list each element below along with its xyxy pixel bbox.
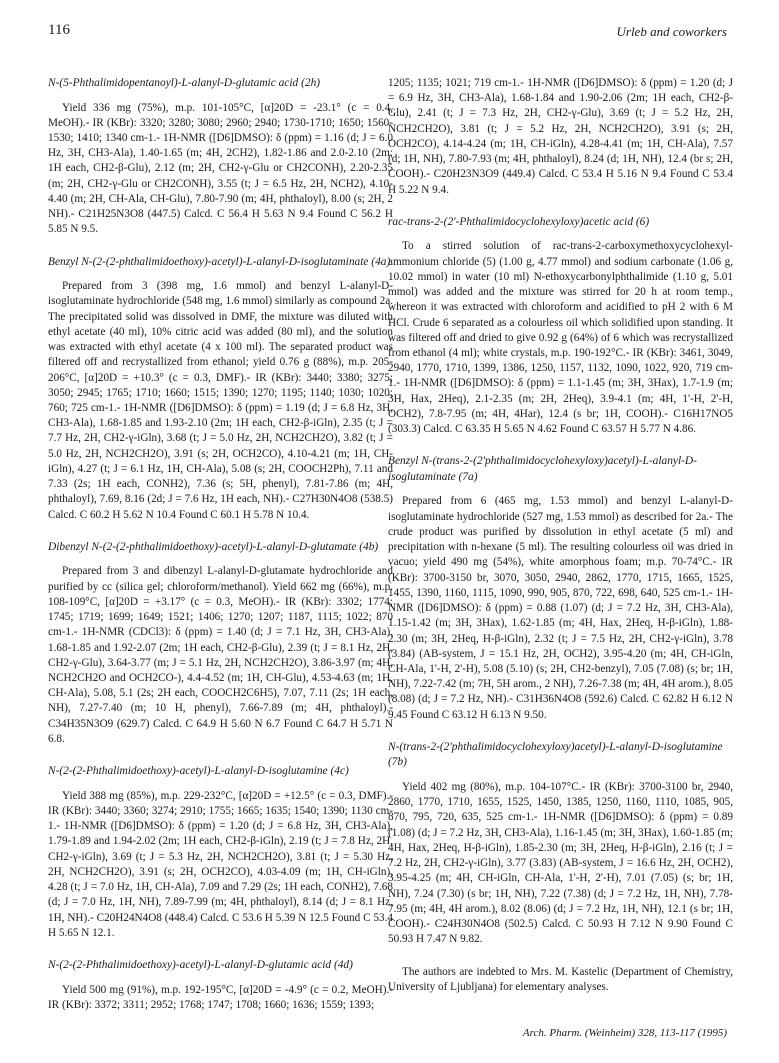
- compound-body: Prepared from 6 (465 mg, 1.53 mmol) and benzyl L-alanyl-D-isoglutaminate hydrochloride (527 mg, 1.53 mmol) as described for 2a.- The crude product was purified by dissolution in ethyl acetate (5 ml) and precipitation with n-hexane (5 ml). The resulting colourless oil was dried in vacuo; yield 490 mg (54%), white amorphous foam; m.p. 70-74°C.- IR (KBr): 3700-3150 br, 3070, 3050, 2940, 2862, 1770, 1715, 1665, 1525, 1455, 1390, 1160, 1115, 1090, 990, 905, 870, 722, 698, 640, 525 cm-1.- 1H-NMR ([D6]DMSO): δ (ppm) = 0.88 (1.07) (d; J = 7.2 Hz, 3H, CH3-Ala), 1.15-1.42 (m; 3H, 3Hax), 1.62-1.85 (m; 4H, Hax, 2Heq, H-β-iGln), 1.88-2.30 (m; 3H, 2Heq, H-β-iGln), 2.32 (t; J = 7.5 Hz, 2H, CH2-γ-iGln), 3.78 (3.84) (AB-system, J = 15.1 Hz, 2H, OCH2), 3.95-4.20 (m; 4H, CH-iGln, CH-Ala, 1'-H, 2'-H), 5.08 (5.10) (s; 2H, CH2-benzyl), 7.05 (7.08) (s; br; 1H, NH), 7.22-7.42 (m; 7H, 5H arom., 2 NH), 7.26-7.38 (m; 4H, 4H arom.), 8.05 (8.08) (d; J = 7.2 Hz, NH).- C31H36N4O8 (592.6) Calcd. C 62.82 H 6.12 N 9.45 Found C 63.12 H 6.13 N 9.50.: [388, 495, 733, 721]
- compound-body: Yield 388 mg (85%), m.p. 229-232°C, [α]20D = +12.5° (c = 0.3, DMF).- IR (KBr): 3440; 3360; 3274; 2910; 1755; 1665; 1635; 1540; 1390; 1130 cm-1.- 1H-NMR ([D6]DMSO): δ (ppm) = 1.20 (d; J = 6.8 Hz, 3H, CH3-Ala), 1.79-1.89 and 1.94-2.02 (2m; 1H each, CH2-β-iGln), 2.19 (t; J = 7.8 Hz, 2H, CH2-γ-iGln), 3.69 (t; J = 5.3 Hz, 2H, NCH2CH2O), 3.81 (t; J = 5.30 Hz, 2H, NCH2CH2O), 3.91 (s; 2H, OCH2CO), 4.03-4.09 (m; 1H, CH-iGln), 4.28 (t; J = 7.0 Hz, 1H, CH-Ala), 7.09 and 7.29 (2s; 1H each, CONH2), 7.68 (d; J = 7.0 Hz, 1H, NH), 7.89-7.99 (m; 4H, phthaloyl), 8.14 (d; J = 8.1 Hz, 1H, NH).- C20H24N4O8 (448.4) Calcd. C 53.6 H 5.39 N 12.5 Found C 53.4 H 5.65 N 12.1.: [48, 789, 393, 939]
- compound-entry-4b: [48, 540, 393, 747]
- compound-entry-2h: [48, 76, 393, 238]
- compound-entry-4d: [48, 958, 393, 1013]
- compound-body: Yield 336 mg (75%), m.p. 101-105°C, [α]20D = -23.1° (c = 0.4, MeOH).- IR (KBr): 3320; 3280; 3080; 2960; 2940; 1730-1710; 1650; 1560-1530; 1410; 1340 cm-1.- 1H-NMR ([D6]DMSO): δ (ppm) = 1.16 (d; J = 6.0 Hz, 3H, CH3-Ala), 1.40-1.65 (m; 4H, 2CH2), 1.82-1.86 and 2.0-2.10 (2m; 1H each, CH2-β-Glu), 2.12 (m; 2H, CH2-γ-Glu or CH2CONH), 2.20-2.35 (m; 2H, CH2-γ-Glu or CH2CONH), 3.55 (t; J = 6.5 Hz, 2H, NCH2), 4.10-4.40 (m; 2H, CH-Ala, CH-Glu), 7.80-7.90 (m; 4H, phthaloyl), 8.00 (s; 2H, 2 NH).- C21H25N3O8 (447.5) Calcd. C 56.4 H 5.63 N 9.4 Found C 56.2 H 5.85 N 9.5.: [48, 101, 393, 236]
- compound-body: Prepared from 3 and dibenzyl L-alanyl-D-glutamate hydrochloride and purified by cc (silica gel; chloroform/methanol). Yield 662 mg (66%), m.p. 108-109°C, [α]20D = +3.17° (c = 0.3, MeOH).- IR (KBr): 3302; 1774; 1745; 1719; 1699; 1649; 1521; 1406; 1270; 1207; 1187, 1115; 1022; 870 cm-1.- 1H-NMR (CDCl3): δ (ppm) = 1.40 (d; J = 7.1 Hz, 3H, CH3-Ala), 1.68-1.85 and 1.92-2.07 (2m; 1H each, CH2-β-Glu), 2.39 (t; J = 8.1 Hz, 2H, CH2-γ-Glu), 3.64-3.77 (m; J = 5.1 Hz, 2H, NCH2CH2O), 3.86-3.97 (m; 4H, NCH2CH2O and OCH2CO-), 4.4-4.52 (m; 1H, CH-Glu), 4.53-4.63 (m; 1H, CH-Ala), 5.08, 5.1 (2s; 2H each, COOCH2C6H5), 7.07, 7.11 (2s; 1H each, NH), 7.27-7.40 (m; 10 H, phenyl), 7.66-7.89 (m; 4H, phthaloyl).- C34H35N3O9 (629.7) Calcd. C 64.9 H 5.60 N 6.7 Found C 64.7 H 5.71 N 6.8.: [48, 565, 393, 745]
- compound-entry-4d-continued: [388, 76, 733, 198]
- compound-body: To a stirred solution of rac-trans-2-carboxymethoxycyclohexyl-ammonium chloride (5) (1.00 g, 4.77 mmol) and sodium carbonate (1.06 g, 10.02 mmol) in water (10 ml) N-ethoxycarbonylphthalimide (1.10 g, 5.01 mmol) was added and the mixture was stirred for 20 h at room temp., whereon it was extracted with chloroform and acidified to pH 2 with 6 M HCl. Crude 6 separated as a colourless oil which solidified upon standing. It was filtered off and dried to give 0.92 g (64%) of 6 which was recrystallized from ethanol (4 ml); white crystals, m.p. 190-192°C.- IR (KBr): 3461, 3049, 2940, 1770, 1710, 1399, 1386, 1250, 1157, 1132, 1090, 1022, 920, 719 cm-1.- 1H-NMR ([D6]DMSO): δ (ppm) = 1.1-1.45 (m; 3H, 3Hax), 1.7-1.9 (m; 3H, Hax, 2Heq), 2.1-2.35 (m; 2H, 2Heq), 3.9-4.1 (m; 4H, 1'-H, 2'-H, OCH2), 7.8-7.95 (m; 4H, 4Har), 12.4 (s br; 1H, COOH).- C16H17NO5 (303.3) Calcd. C 63.35 H 5.65 N 4.62 Found C 63.57 H 5.77 N 4.86.: [388, 240, 733, 436]
- compound-title: Benzyl N-(2-(2-phthalimidoethoxy)-acetyl)-L-alanyl-D-isoglutaminate (4a): [48, 255, 391, 268]
- compound-title: Dibenzyl N-(2-(2-phthalimidoethoxy)-acetyl)-L-alanyl-D-glutamate (4b): [48, 540, 379, 553]
- compound-title: N-(2-(2-Phthalimidoethoxy)-acetyl)-L-alanyl-D-glutamic acid (4d): [48, 959, 353, 972]
- compound-entry-7b: [388, 740, 733, 948]
- running-head-authors: Urleb and coworkers: [616, 24, 727, 39]
- compound-body: Yield 402 mg (80%), m.p. 104-107°C.- IR (KBr): 3700-3100 br, 2940, 2860, 1770, 1710, 1655, 1525, 1450, 1385, 1250, 1160, 1110, 1085, 905, 870, 795, 720, 635, 525 cm-1.- 1H-NMR ([D6]DMSO): δ (ppm) = 0.89 (1.08) (d; J = 7.2 Hz, 3H, CH3-Ala), 1.16-1.45 (m; 3H, 3Hax), 1.60-1.85 (m; 4H, Hax, 2Heq, H-β-iGln), 1.85-2.30 (m; 3H, 2Heq, H-β-iGln), 2.16 (t; J = 7.2 Hz, 2H, CH2-γ-iGln), 3.77 (3.83) (AB-system, J = 16.6 Hz, 2H, OCH2), 3.95-4.25 (m; 4H, CH-iGln, CH-Ala, 1'-H, 2'-H), 7.01 (7.05) (s; br; 1H, NH), 7.24 (7.30) (s br; 1H, NH), 7.22 (7.38) (d; J = 7.2 Hz, 1H, NH), 7.78-7.95 (m; 4H, 4H arom.), 8.02 (8.06) (d; J = 7.2 Hz, 1H, NH), 12.1 (s br; 1H, COOH).- C24H30N4O8 (502.5) Calcd. C 50.93 H 7.12 N 9.90 Found C 50.93 H 7.47 N 9.82.: [388, 780, 733, 946]
- acknowledgement: The authors are indebted to Mrs. M. Kastelic (Department of Chemistry, University of Ljubljana) for elementary analyses.: [388, 965, 733, 993]
- compound-entry-6: [388, 215, 733, 438]
- compound-entry-4c: [48, 764, 393, 941]
- compound-title: N-(trans-2-(2'phthalimidocyclohexyloxy)acetyl)-L-alanyl-D-isoglutamine (7b): [388, 740, 723, 769]
- compound-entry-4a: [48, 255, 393, 523]
- compound-title: rac-trans-2-(2'-Phthalimidocyclohexyloxy)acetic acid (6): [388, 215, 650, 228]
- compound-body: Yield 500 mg (91%), m.p. 192-195°C, [α]20D = -4.9° (c = 0.2, MeOH).- IR (KBr): 3372; 3311; 2952; 1768; 1747; 1708; 1660; 1636; 1559; 1393;: [48, 983, 393, 1011]
- compound-title: N-(5-Phthalimidopentanoyl)-L-alanyl-D-glutamic acid (2h): [48, 77, 321, 89]
- compound-title: Benzyl N-(trans-2-(2'phthalimidocyclohexyloxy)acetyl)-L-alanyl-D-isoglutaminate (7a): [388, 455, 697, 483]
- journal-citation: Arch. Pharm. (Weinheim) 328, 113-117 (1995): [522, 1027, 727, 1039]
- continuation-text: 1205; 1135; 1021; 719 cm-1.- 1H-NMR ([D6]DMSO): δ (ppm) = 1.20 (d; J = 6.9 Hz, 3H, CH3-Ala), 1.68-1.84 and 1.90-2.06 (2m; 1H each, CH2-β-Glu), 2.41 (t; J = 7.3 Hz, 2H, CH2-γ-Glu), 3.69 (t; J = 5.2 Hz, 2H, NCH2CH2O), 3.81 (t; J = 5.2 Hz, 2H, NCH2CH2O), 3.91 (s; 2H, OCH2CO), 4.14-4.24 (m; 1H, CH-iGln), 4.28-4.41 (m; 1H, CH-Ala), 7.57 (d; 1H, NH), 7.80-7.93 (m; 4H, phthaloyl), 8.24 (d; 1H, NH), 12.4 (br s; 2H, COOH).- C20H23N3O9 (449.4) Calcd. C 53.4 H 5.16 N 9.4 Found C 53.4 H 5.22 N 9.4.: [388, 77, 733, 196]
- compound-entry-7a: [388, 454, 733, 723]
- compound-body: Prepared from 3 (398 mg, 1.6 mmol) and benzyl L-alanyl-D-isoglutaminate hydrochloride (548 mg, 1.6 mmol) similarly as compound 2a. The precipitated solid was dissolved in DMF, the mixture was diluted with ethyl acetate (40 ml), 10% citric acid was added (80 ml), and the solution was extracted with ethyl acetate (4 x 100 ml). The separated product was filtered off and recrystallized from ethanol; yield 0.76 g (88%), m.p. 205-206°C, [α]20D = +10.3° (c = 0.3, DMF).- IR (KBr): 3440; 3380; 3275; 3050; 2945; 1765; 1710; 1660; 1515; 1390; 1270; 1195; 1140; 1030; 1020; 760; 725 cm-1.- 1H-NMR ([D6]DMSO): δ (ppm) = 1.19 (d; J = 6.8 Hz, 3H, CH3-Ala), 1.68-1.85 and 1.93-2.10 (2m; 1H each, CH2-β-iGln), 2.35 (t; J = 7.7 Hz, 2H, CH2-γ-iGln), 3.68 (t; J = 5.0 Hz, 2H, NCH2CH2O), 3.82 (t; J = 5.0 Hz, 2H, NCH2CH2O), 3.91 (s; 2H, OCH2CO), 4.10-4.21 (m; 1H, CH-iGln), 4.27 (t; J = 6.1 Hz, 1H, CH-Ala), 5.08 (s; 2H, COOCH2Ph), 7.11 and 7.33 (2s; 1H each, CONH2), 7.36 (s; 5H, phenyl), 7.81-7.86 (m; 4H, phthaloyl), 7.69, 8.16 (2d; J = 7.6 Hz, 1H each, NH).- C27H30N4O8 (538.5) Calcd. C 60.2 H 5.62 N 10.4 Found C 60.1 H 5.78 N 10.4.: [48, 280, 393, 521]
- left-column: [48, 76, 393, 1030]
- page-number: 116: [48, 22, 70, 38]
- right-column: [388, 76, 733, 995]
- compound-title: N-(2-(2-Phthalimidoethoxy)-acetyl)-L-alanyl-D-isoglutamine (4c): [48, 765, 349, 778]
